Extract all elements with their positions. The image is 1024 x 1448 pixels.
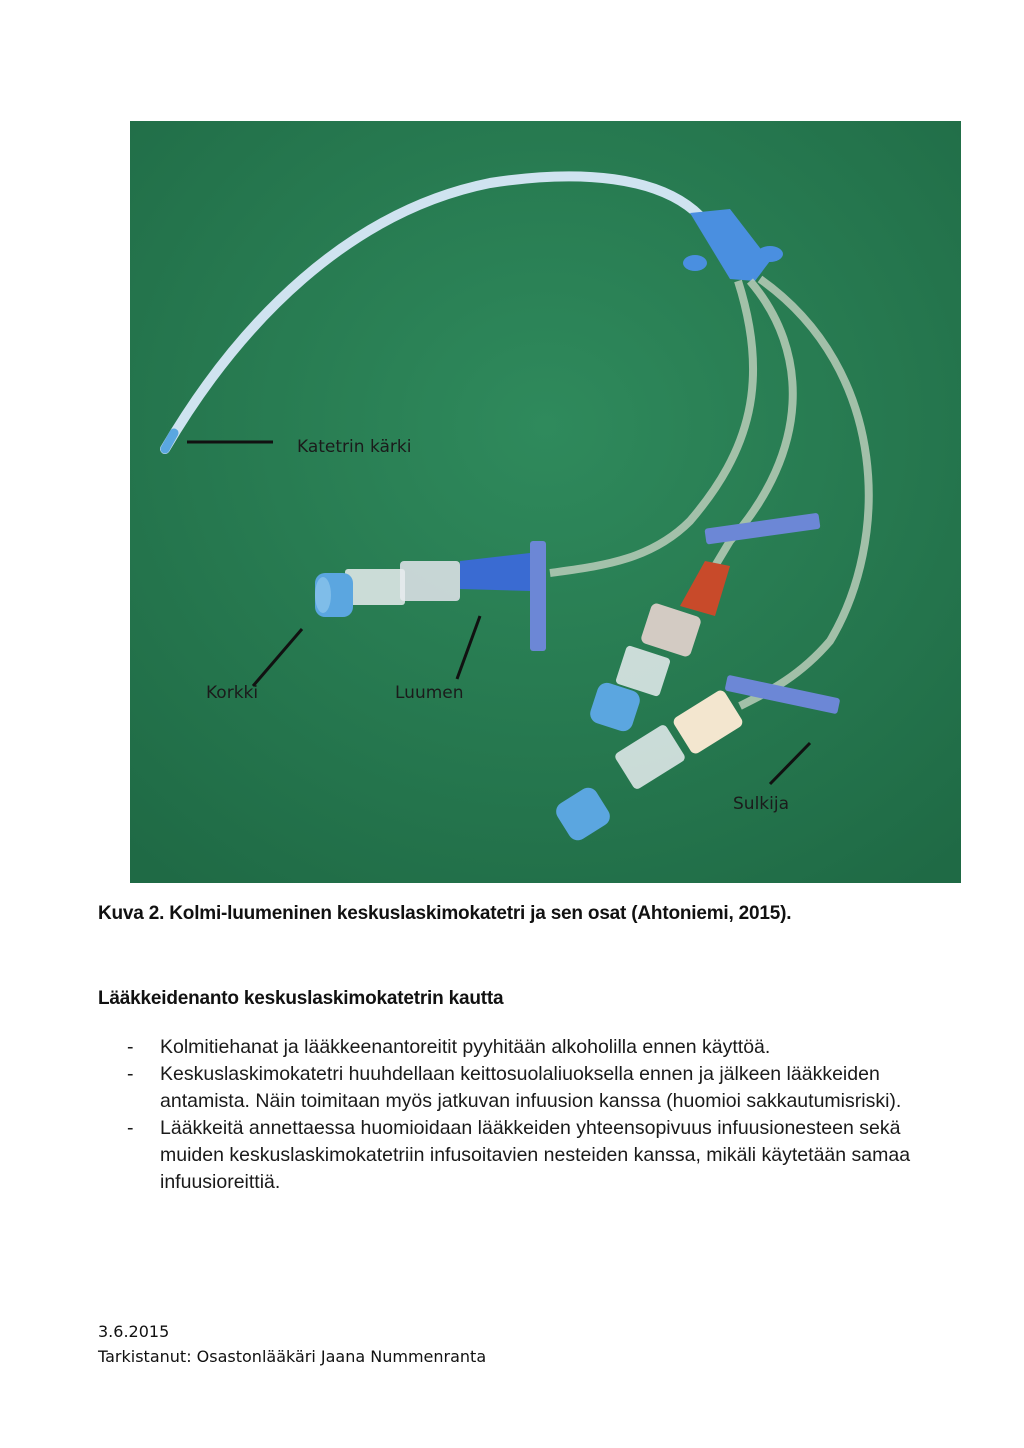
figure-caption: Kuva 2. Kolmi-luumeninen keskuslaskimokatetri ja sen osat (Ahtoniemi, 2015).	[98, 903, 792, 924]
green-drape-background	[130, 121, 961, 883]
list-item-text: Lääkkeitä annettaessa huomioidaan lääkkeiden yhteensopivuus infuusionesteen sekä muiden keskuslaskimokatetriin infusoitavien nesteiden kanssa, mikäli käytetään samaa infuusioreittiä.	[160, 1117, 911, 1193]
list-item-text: Kolmitiehanat ja lääkkeenantoreitit pyyhitään alkoholilla ennen käyttöä.	[160, 1036, 771, 1058]
label-cap: Korkki	[206, 683, 259, 703]
footer-reviewer: Tarkistanut: Osastonlääkäri Jaana Nummenranta	[98, 1347, 487, 1366]
label-lumen: Luumen	[395, 683, 464, 703]
list-item	[98, 1115, 938, 1196]
list-bullet: -	[127, 1036, 134, 1058]
label-tip: Katetrin kärki	[297, 437, 412, 457]
catheter-photo	[130, 121, 961, 883]
label-clamp: Sulkija	[733, 794, 789, 814]
clamp-1	[530, 541, 546, 651]
list-item-text: Keskuslaskimokatetri huuhdellaan keittosuolaliuoksella ennen ja jälkeen lääkkeiden antamista. Näin toimitaan myös jatkuvan infuusion kanssa (huomioi sakkautumisriski).	[160, 1063, 902, 1112]
footer	[98, 1319, 486, 1369]
list-item	[98, 1034, 938, 1061]
footer-date: 3.6.2015	[98, 1322, 170, 1341]
list-item	[98, 1061, 938, 1115]
list-bullet: -	[127, 1117, 134, 1139]
instruction-list	[98, 1034, 938, 1196]
section-heading: Lääkkeidenanto keskuslaskimokatetrin kautta	[98, 988, 504, 1009]
list-bullet: -	[127, 1063, 134, 1085]
